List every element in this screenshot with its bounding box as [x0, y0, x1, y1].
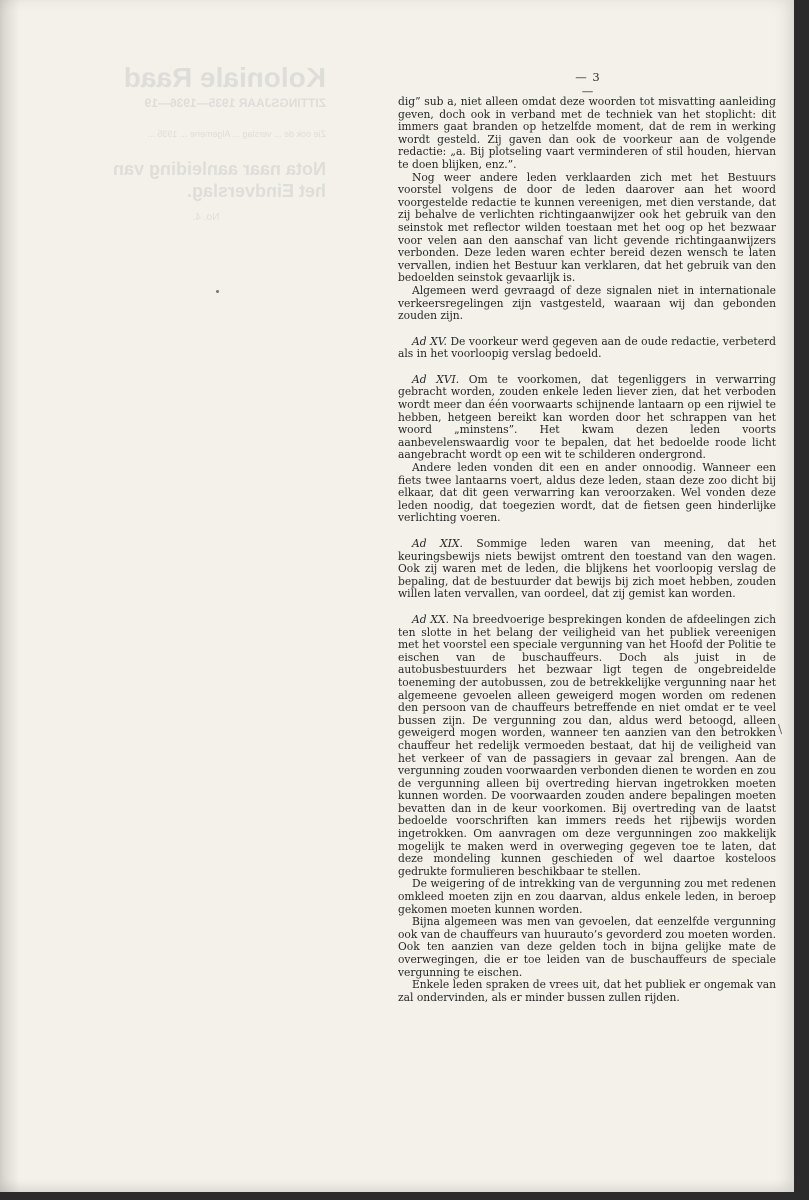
paragraph-text: Nog weer andere leden verklaarden zich met het Bestuurs voorstel volgens de door de leden daarover aan het woord voorgestelde redactie te kunnen vereenigen, met dien verstande, dat zij behalve de verlichten richtingaanwijzer ook het gebruik van den seinstok met reflector wilden toestaan met het oog op het bezwaar voor velen aan den aanschaf van licht gevende richtingaanwijzers verbonden. Deze leden waren echter bereid dezen wensch te laten vervallen, indien het Bestuur kan verklaren, dat het gebruik van den bedoelden seinstok gevaarlijk is.: [398, 170, 776, 285]
paragraph: [398, 916, 776, 979]
paragraph-text: Bijna algemeen was men van gevoelen, dat eenzelfde vergunning ook van de chauffeurs van huurauto’s gevorderd zou moeten worden. Ook ten aanzien van deze gelden toch in bijna gelijke mate de overwegingen, die er toe leiden van de buschauffeurs de speciale vergunning te eischen.: [398, 915, 776, 979]
paragraph: [398, 462, 776, 525]
paper-speck: [216, 290, 219, 293]
article-reference: Ad XVI.: [412, 372, 460, 386]
paragraph-ad-xx: [398, 614, 776, 878]
body-text-column: [398, 96, 776, 1004]
paragraph: [398, 96, 776, 172]
show-through-note: Zie ook de ... verslag ... Algemene ... 1935 ...: [147, 129, 326, 139]
paragraph-text: Algemeen werd gevraagd of deze signalen niet in internationale verkeersregelingen zijn vastgesteld, waaraan wij dan gebonden zouden zijn.: [398, 283, 776, 323]
paragraph: [398, 285, 776, 323]
show-through-heading: Nota naar aanleiding van het Eindverslag.: [112, 159, 326, 201]
margin-pencil-mark: /: [774, 722, 786, 736]
paragraph-text: dig” sub a, niet alleen omdat deze woorden tot misvatting aanleiding geven, doch ook in verband met de techniek van het stoplicht: dit immers gaat branden op hetzelfde moment, dat de rem in werking wordt gesteld. Zij gaven dan ook de voorkeur aan de volgende redactie: „a. Bij plotseling vaart verminderen of stil houden, hiervan te doen blijken, enz.”.: [398, 95, 776, 171]
paragraph-ad-xv: [398, 336, 776, 361]
paragraph-ad-xvi: [398, 374, 776, 462]
show-through-number: No. 4.: [192, 212, 220, 223]
show-through-text: [86, 62, 326, 223]
page-number: — 3 —: [575, 70, 601, 98]
paragraph-ad-xix: [398, 538, 776, 601]
paragraph-text: Enkele leden spraken de vrees uit, dat het publiek er ongemak van zal ondervinden, als er minder bussen zullen rijden.: [398, 978, 776, 1004]
show-through-title: Koloniale Raad: [123, 62, 326, 93]
paragraph: [398, 172, 776, 285]
paragraph-text: Andere leden vonden dit een en ander onnoodig. Wanneer een fiets twee lantaarns voert, aldus deze leden, staan deze zoo dicht bij elkaar, dat dit geen verwarring kan veroorzaken. Wel vonden deze leden noodig, dat toegezien wordt, dat de fietsen geen hinderlijke verlichting voeren.: [398, 461, 776, 525]
paragraph: [398, 979, 776, 1004]
paragraph-text: De voorkeur werd gegeven aan de oude redactie, verbeterd als in het voorloopig verslag bedoeld.: [398, 334, 776, 361]
article-reference: Ad XV.: [412, 334, 447, 348]
article-reference: Ad XIX.: [412, 537, 463, 550]
paragraph: [398, 878, 776, 916]
paragraph-text: Na breedvoerige besprekingen konden de afdeelingen zich ten slotte in het belang der veiligheid van het publiek vereenigen met het voorstel een speciale vergunning van het Hoofd der Politie te eischen van de buschauffeurs. Doch als juist in de autobusbestuurders het bezwaar ligt tegen de ongebreidelde toeneming der autobussen, zou de betrekkelijke vergunning naar het algemeene gevoelen alleen geweigerd mogen worden om redenen den persoon van de chauffeurs betreffende en niet omdat er te veel bussen zijn. De vergunning zou dan, aldus werd betoogd, alleen geweigerd mogen worden, wanneer ten aanzien van den betrokken chauffeur het redelijk vermoeden bestaat, dat hij de veiligheid van het verkeer of van de passagiers in gevaar zal brengen. Aan de vergunning zouden voorwaarden verbonden dienen te worden en zou de vergunning alleen bij overtreding hiervan ingetrokken moeten kunnen worden. De voorwaarden zouden andere bepalingen moeten bevatten dan in de keur voorkomen. Bij overtreding van de laatst bedoelde voorschriften kan immers reeds het rijbewijs worden ingetrokken. Om aanvragen om deze vergunningen zoo makkelijk mogelijk te maken werd in overweging gegeven toe te laten, dat deze mondeling kunnen geschieden of wel daartoe kosteloos gedrukte formulieren beschikbaar te stellen.: [398, 612, 776, 878]
article-reference: Ad XX.: [412, 612, 450, 626]
paragraph-text: Sommige leden waren van meening, dat het keuringsbewijs niets bewijst omtrent den toestand van den wagen. Ook zij waren met de leden, die blijkens het voorloopig verslag de bepaling, dat de bestuurder dat bewijs bij zich moet hebben, zouden willen laten vervallen, van oordeel, dat zij gemist kan worden.: [398, 537, 777, 601]
paragraph-text: De weigering of de intrekking van de vergunning zou met redenen omkleed moeten zijn en zou daarvan, aldus enkele leden, in beroep gekomen moeten kunnen worden.: [398, 877, 776, 916]
page-fold-shadow: [0, 0, 20, 1192]
paragraph-text: Om te voorkomen, dat tegenliggers in verwarring gebracht worden, zouden enkele leden liever zien, dat het verboden wordt meer dan één voorwaarts schijnende lantaarn op een rijwiel te hebben, hetgeen bereikt kan worden door het schrappen van het woord „minstens”. Het kwam dezen leden voorts aanbevelenswaardig voor te bepalen, dat het bedoelde roode licht aangebracht wordt op een wit te schilderen ondergrond.: [398, 372, 776, 462]
show-through-session: ZITTINGSJAAR 1935—1936—19: [144, 96, 326, 110]
